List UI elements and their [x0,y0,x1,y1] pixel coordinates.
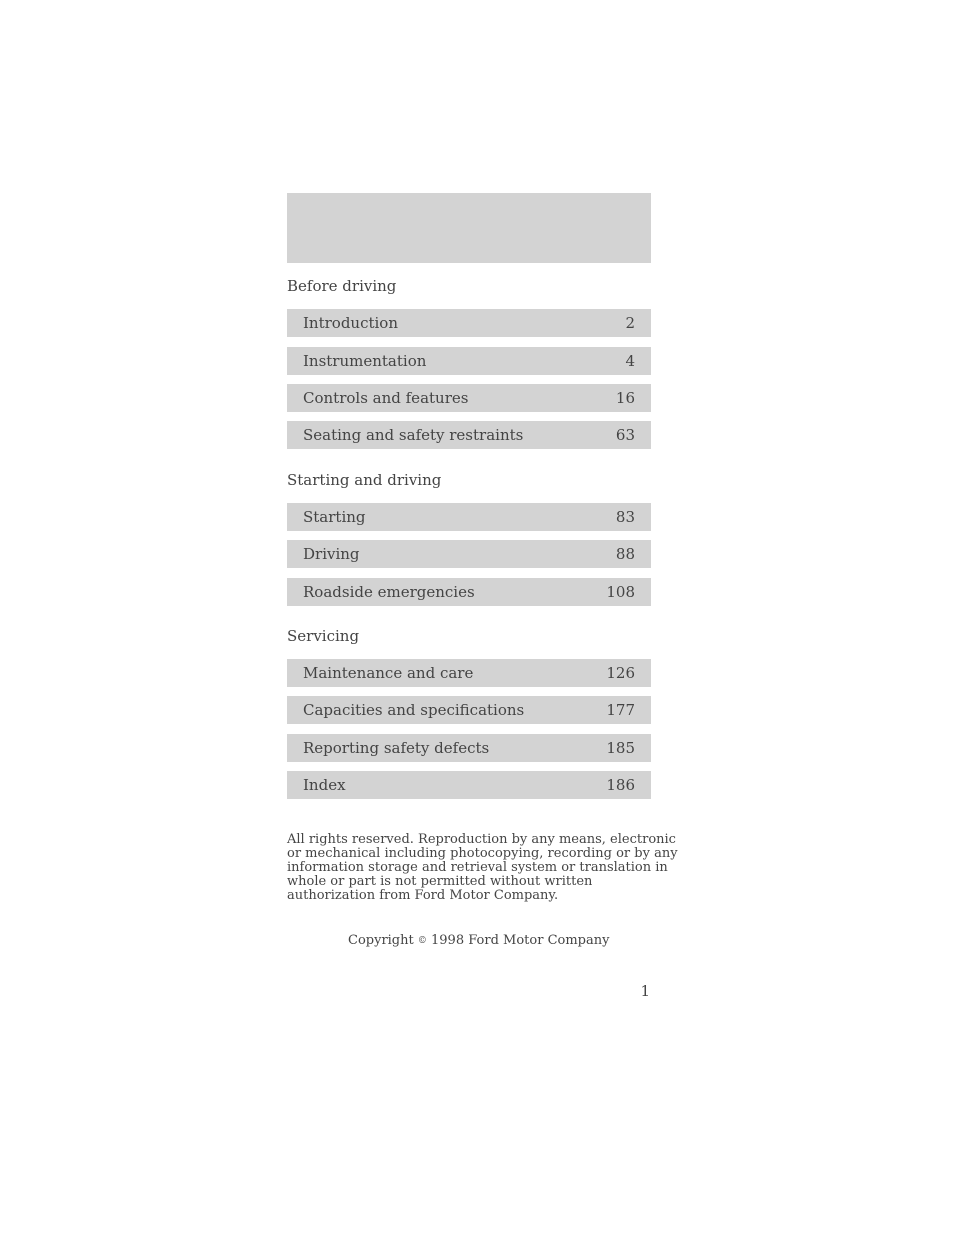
toc-entry-page: 83 [615,508,635,526]
toc-entry-roadside-emergencies[interactable] [287,578,651,606]
toc-entry-driving[interactable] [287,540,651,568]
toc-entry-label: Starting [303,508,366,526]
toc-entry-seating-and-safety-restraints[interactable] [287,421,651,449]
toc-entry-page: 88 [615,545,635,563]
toc-entry-page: 177 [606,701,635,719]
section-heading-before-driving: Before driving [287,277,397,295]
toc-entry-label: Seating and safety restraints [303,426,524,444]
copyright-prefix: Copyright [348,933,414,948]
legal-notice [287,832,678,903]
toc-entry-capacities-and-specifications[interactable] [287,696,651,724]
toc-entry-page: 185 [606,739,635,757]
toc-entry-page: 126 [606,664,635,682]
toc-entry-label: Capacities and specifications [303,701,525,719]
toc-entry-page: 186 [606,776,635,794]
toc-entry-introduction[interactable] [287,309,651,337]
header-banner [287,193,651,263]
toc-entry-label: Driving [303,545,360,563]
legal-notice-line: authorization from Ford Motor Company. [287,888,559,903]
toc-entry-page: 4 [625,352,635,370]
toc-entry-controls-and-features[interactable] [287,384,651,412]
toc-entry-page: 108 [606,583,635,601]
copyright-symbol: © [417,936,427,946]
toc-entry-label: Maintenance and care [303,664,474,682]
toc-entry-instrumentation[interactable] [287,347,651,375]
toc-entry-page: 2 [625,314,635,332]
toc-entry-label: Instrumentation [303,352,427,370]
legal-notice-line: information storage and retrieval system or translation in [287,860,668,875]
legal-notice-line: or mechanical including photocopying, recording or by any [287,846,678,861]
section-heading-starting-and-driving: Starting and driving [287,471,442,489]
toc-entry-label: Reporting safety defects [303,739,490,757]
toc-entry-page: 63 [615,426,635,444]
toc-entry-label: Index [303,776,346,794]
toc-entry-maintenance-and-care[interactable] [287,659,651,687]
toc-entry-index[interactable] [287,771,651,799]
section-heading-servicing: Servicing [287,627,360,645]
toc-entry-starting[interactable] [287,503,651,531]
copyright-text: 1998 Ford Motor Company [431,933,610,948]
copyright-notice [348,933,609,949]
legal-notice-line: whole or part is not permitted without written [287,874,593,889]
page-number: 1 [640,982,650,1000]
toc-entry-label: Introduction [303,314,398,332]
legal-notice-line: All rights reserved. Reproduction by any means, electronic [287,832,676,847]
toc-entry-reporting-safety-defects[interactable] [287,734,651,762]
toc-entry-page: 16 [615,389,635,407]
toc-entry-label: Controls and features [303,389,469,407]
toc-entry-label: Roadside emergencies [303,583,475,601]
